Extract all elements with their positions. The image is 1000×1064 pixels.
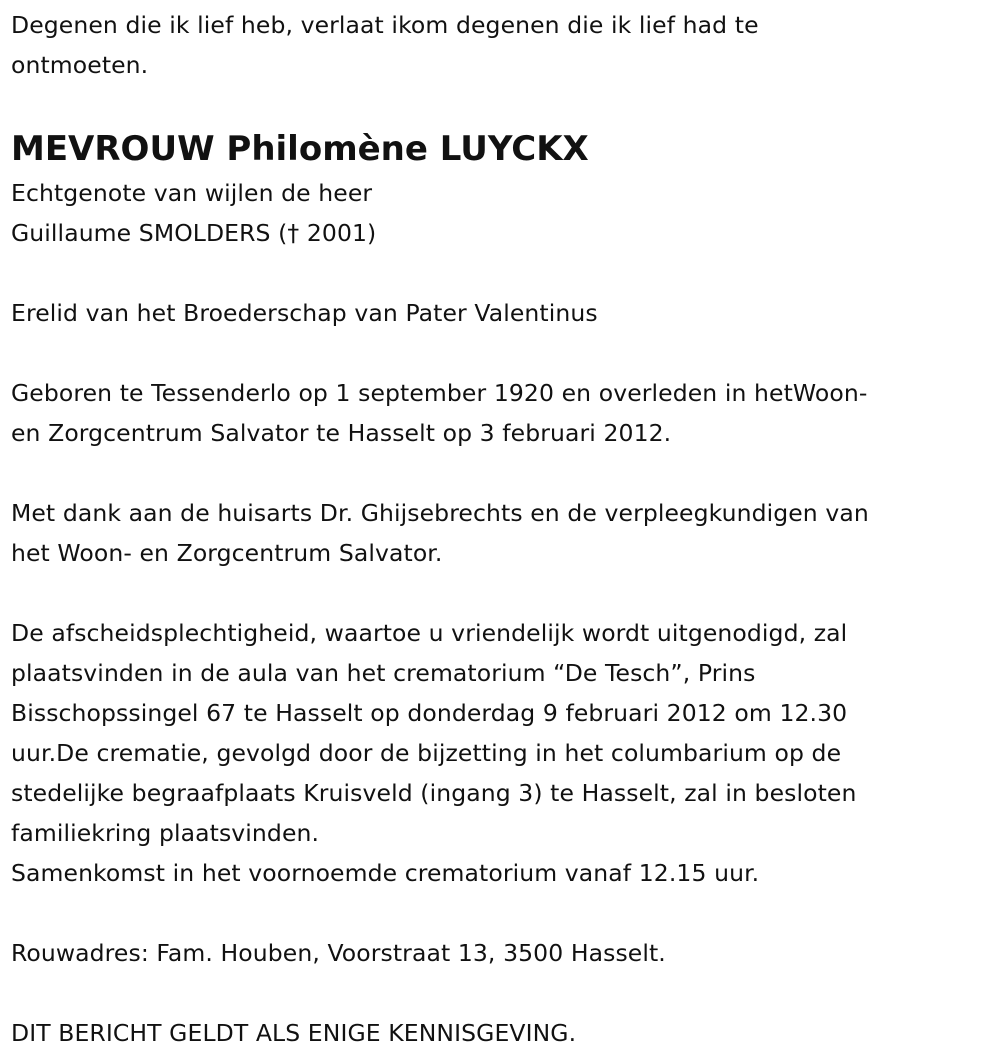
text-line: Rouwadres: Fam. Houben, Voorstraat 13, 3500 Hasselt. [11, 939, 666, 967]
text-line: uur.De crematie, gevolgd door de bijzetting in het columbarium op de [11, 739, 842, 767]
notice [11, 1013, 1000, 1053]
text-line: stedelijke begraafplaats Kruisveld (ingang 3) te Hasselt, zal in besloten [11, 779, 857, 807]
ceremony-info [11, 613, 1000, 893]
text-line: familiekring plaatsvinden. [11, 819, 320, 847]
text-line: het Woon- en Zorgcentrum Salvator. [11, 539, 443, 567]
text-line: plaatsvinden in de aula van het crematorium “De Tesch”, Prins [11, 659, 756, 687]
text-line: Samenkomst in het voornoemde crematorium vanaf 12.15 uur. [11, 859, 760, 887]
spouse-info [11, 173, 1000, 253]
text-line: ontmoeten. [11, 51, 149, 79]
text-line: en Zorgcentrum Salvator te Hasselt op 3 februari 2012. [11, 419, 672, 447]
deceased-name-title: MEVROUW Philomène LUYCKX [11, 129, 589, 169]
intro-quote [11, 5, 1000, 85]
text-line: Met dank aan de huisarts Dr. Ghijsebrechts en de verpleegkundigen van [11, 499, 869, 527]
mourning-address [11, 933, 1000, 973]
text-line: Echtgenote van wijlen de heer [11, 179, 373, 207]
text-line: Erelid van het Broederschap van Pater Valentinus [11, 299, 598, 327]
text-line: DIT BERICHT GELDT ALS ENIGE KENNISGEVING. [11, 1019, 577, 1047]
birth-death-info [11, 373, 1000, 453]
text-line: Degenen die ik lief heb, verlaat ikom degenen die ik lief had te [11, 11, 759, 39]
text-line: De afscheidsplechtigheid, waartoe u vriendelijk wordt uitgenodigd, zal [11, 619, 848, 647]
text-line: Bisschopssingel 67 te Hasselt op donderdag 9 februari 2012 om 12.30 [11, 699, 848, 727]
text-line: Geboren te Tessenderlo op 1 september 1920 en overleden in hetWoon- [11, 379, 868, 407]
text-line: Guillaume SMOLDERS († 2001) [11, 219, 377, 247]
honor-info [11, 293, 1000, 333]
thanks-info [11, 493, 1000, 573]
